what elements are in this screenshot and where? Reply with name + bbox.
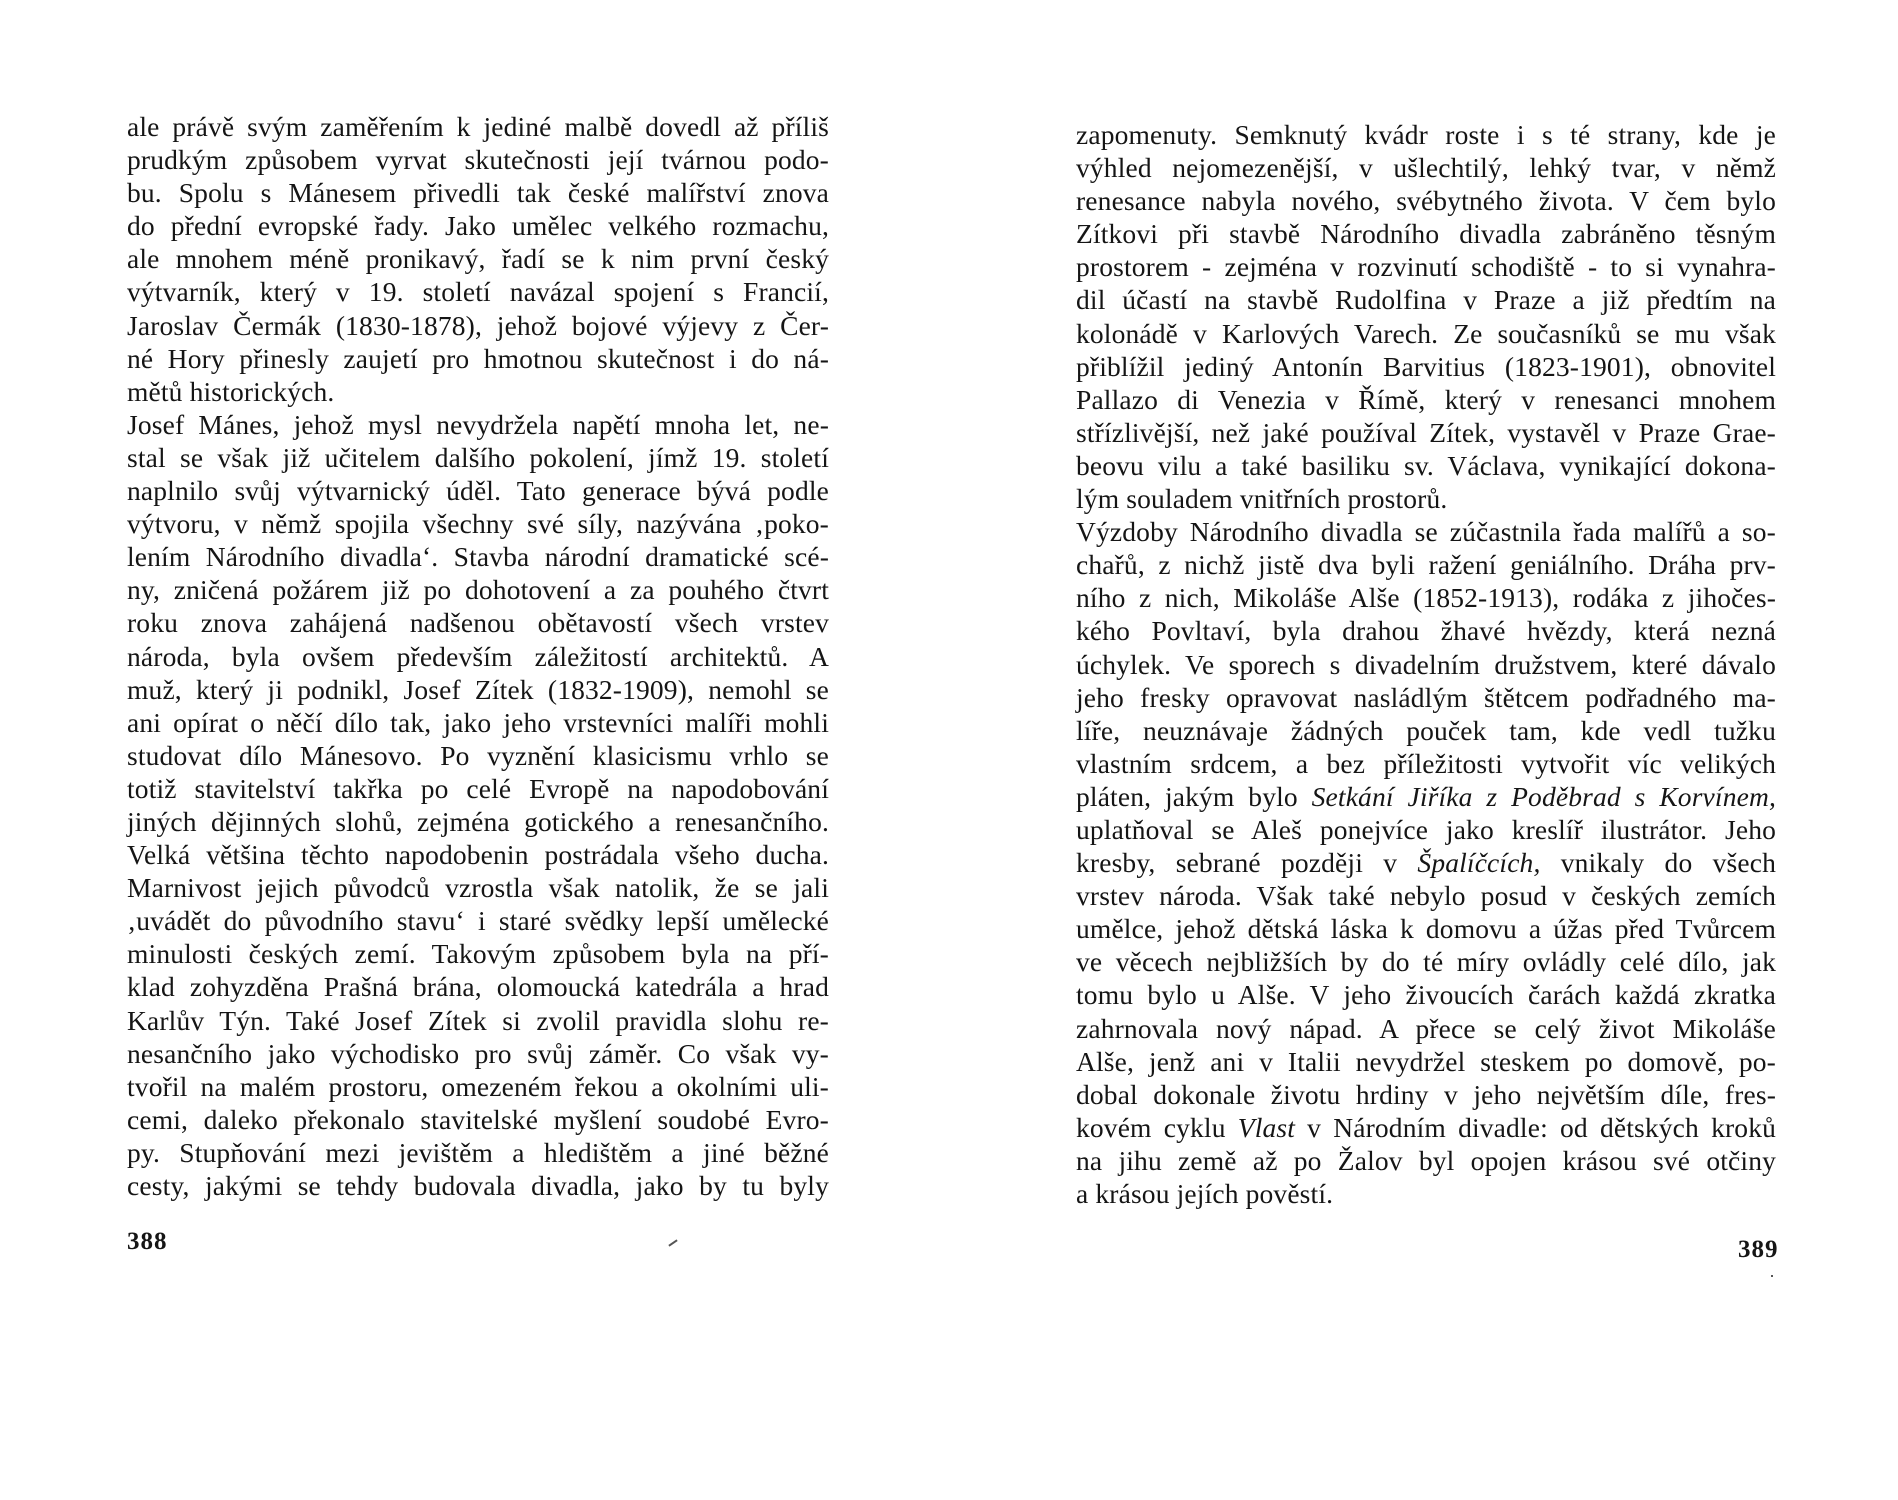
text-run: kresby, sebrané později v xyxy=(1076,847,1418,879)
text-line: totiž stavitelství takřka po celé Evropě na napodobování xyxy=(127,772,829,804)
italic-title: Vlast xyxy=(1237,1111,1296,1143)
text-line: ního z nich, Mikoláše Alše (1852-1913), rodáka z jihočes- xyxy=(1076,582,1776,614)
text-line: kého Povltaví, byla drahou žhavé hvězdy, která nezná xyxy=(1076,615,1776,647)
text-line: cesty, jakými se tehdy budovala divadla, jako by tu byly xyxy=(127,1170,829,1201)
text-line: Velká většina těchto napodobenin postrádala všeho ducha. xyxy=(127,839,829,871)
text-line: střízlivější, než jaké používal Zítek, vystavěl v Praze Grae- xyxy=(1076,416,1776,448)
text-line: lým souladem vnitřních prostorů. xyxy=(1076,483,1448,515)
text-line: výtvarník, který v 19. století navázal spojení s Francií, xyxy=(127,276,829,308)
text-line: Josef Mánes, jehož mysl nevydržela napětí mnoha let, ne- xyxy=(127,408,829,440)
text-line: jiných dějinných slohů, zejména gotického a renesančního. xyxy=(127,805,829,837)
text-line: Zítkovi při stavbě Národního divadla zabráněno těsným xyxy=(1076,218,1776,250)
text-line: ale právě svým zaměřením k jediné malbě dovedl až příliš xyxy=(127,111,829,142)
text-line: národa, byla ovšem především záležitostí architektů. A xyxy=(127,640,829,672)
text-line: stal se však již učitelem dalšího pokolení, jímž 19. století xyxy=(127,441,829,473)
text-line: Výzdoby Národního divadla se zúčastnila řada malířů a so- xyxy=(1076,516,1776,548)
text-line: roku znova zahájená nadšenou obětavostí všech vrstev xyxy=(127,607,829,639)
text-line: Alše, jenž ani v Italii nevydržel steskem po domově, po- xyxy=(1076,1045,1776,1077)
text-line: ‚uvádět do původního stavu‘ i staré svědky lepší umělecké xyxy=(127,905,829,937)
text-line: beovu vilu a také basiliku sv. Václava, vynikající dokona- xyxy=(1076,449,1776,481)
text-line: dil účastí na stavbě Rudolfina v Praze a již předtím na xyxy=(1076,284,1776,316)
right-page xyxy=(949,0,1898,1500)
text-line: ve věcech nejbližších by do té míry ovládly celé dílo, jak xyxy=(1076,946,1776,978)
right-page-text xyxy=(1076,118,1776,1210)
text-line: py. Stupňování mezi jevištěm a hledištěm a jiné běžné xyxy=(127,1136,829,1168)
text-line: naplnilo svůj výtvarnický úděl. Tato generace bývá podle xyxy=(127,475,829,507)
text-line: umělce, jehož dětská láska k domovu a úžas před Tvůrcem xyxy=(1076,913,1776,945)
text-line: tomu bylo u Alše. V jeho živoucích čarách každá zkratka xyxy=(1076,979,1776,1011)
text-run: pláten, jakým bylo xyxy=(1076,780,1312,812)
italic-title: Setkání Jiříka z Poděbrad s Korvínem, xyxy=(1311,780,1776,812)
text-line: zapomenuty. Semknutý kvádr roste i s té strany, kde je xyxy=(1076,119,1776,150)
text-line: tvořil na malém prostoru, omezeném řekou a okolními uli- xyxy=(127,1070,829,1102)
text-line: mětů historických. xyxy=(127,375,335,407)
text-line: Karlův Týn. Také Josef Zítek si zvolil pravidla slohu re- xyxy=(127,1004,829,1036)
page-number: 389 xyxy=(1738,1236,1779,1263)
text-line: zahrnovala nový nápad. A přece se celý život Mikoláše xyxy=(1076,1012,1776,1044)
page-number: 388 xyxy=(127,1228,168,1255)
text-line: a krásou jejích pověstí. xyxy=(1076,1178,1334,1209)
text-line: uplatňoval se Aleš ponejvíce jako kreslíř ilustrátor. Jeho xyxy=(1076,813,1776,845)
text-line: muž, který ji podnikl, Josef Zítek (1832-1909), nemohl se xyxy=(127,673,829,705)
text-line: Marnivost jejich původců vzrostla však natolik, že se jali xyxy=(127,872,829,904)
text-line-mixed xyxy=(1076,846,1776,879)
text-line: bu. Spolu s Mánesem přivedli tak české malířství znova xyxy=(127,177,829,209)
text-line: nesančního jako východisko pro svůj záměr. Co však vy- xyxy=(127,1037,829,1069)
text-line: klad zohyzděna Prašná brána, olomoucká katedrála a hrad xyxy=(127,971,829,1003)
text-line-mixed xyxy=(1076,780,1776,813)
text-line: Pallazo di Venezia v Římě, který v renesanci mnohem xyxy=(1076,383,1776,415)
left-page-text xyxy=(127,110,829,1202)
text-line: Jaroslav Čermák (1830-1878), jehož bojové výjevy z Čer- xyxy=(127,309,829,341)
text-line: dobal dokonale životu hrdiny v jeho největším díle, fres- xyxy=(1076,1078,1776,1110)
text-line: ani opírat o něčí dílo tak, jako jeho vrstevníci malíři mohli xyxy=(127,706,829,738)
text-line: lením Národního divadla‘. Stavba národní dramatické scé- xyxy=(127,541,829,573)
text-line: přiblížil jediný Antonín Barvitius (1823-1901), obnovitel xyxy=(1076,350,1776,382)
text-line-mixed xyxy=(1076,1111,1776,1144)
text-line: prostorem - zejména v rozvinutí schodiště - to si vynahra- xyxy=(1076,251,1776,283)
text-line: prudkým způsobem vyrvat skutečnosti její tvárnou podo- xyxy=(127,144,829,176)
print-speck xyxy=(1771,1275,1773,1277)
text-run: vnikaly do všech xyxy=(1540,847,1776,879)
text-line: kolonádě v Karlových Varech. Ze současníků se mu však xyxy=(1076,317,1776,349)
text-line: chařů, z nichž jistě dva byli ražení geniálního. Dráha prv- xyxy=(1076,549,1776,581)
text-line: vlastním srdcem, a bez příležitosti vytvořit víc velikých xyxy=(1076,747,1776,779)
text-line: líře, neuznávaje žádných pouček tam, kde vedl tužku xyxy=(1076,714,1776,746)
text-line: úchylek. Ve sporech s divadelním družstvem, které dávalo xyxy=(1076,648,1776,680)
text-line: výhled nejomezenější, v ušlechtilý, lehký tvar, v němž xyxy=(1076,152,1776,184)
text-line: do přední evropské řady. Jako umělec velkého rozmachu, xyxy=(127,210,829,242)
text-line: né Hory přinesly zaujetí pro hmotnou skutečnost i do ná- xyxy=(127,342,829,374)
text-line: jeho fresky opravovat nasládlým štětcem podřadného ma- xyxy=(1076,681,1776,713)
text-line: cemi, daleko překonalo stavitelské myšlení soudobé Evro- xyxy=(127,1103,829,1135)
text-run: v Národním divadle: od dětských kroků xyxy=(1295,1111,1776,1143)
text-line: minulosti českých zemí. Takovým způsobem byla na pří- xyxy=(127,938,829,970)
text-line: studovat dílo Mánesovo. Po vyznění klasicismu vrhlo se xyxy=(127,739,829,771)
text-line: výtvoru, v němž spojila všechny své síly, nazývána ‚poko- xyxy=(127,508,829,540)
text-line: vrstev národa. Však také nebylo posud v českých zemích xyxy=(1076,880,1776,912)
print-speck xyxy=(668,1239,677,1246)
text-line: ale mnohem méně pronikavý, řadí se k nim první český xyxy=(127,243,829,275)
text-line: ny, zničená požárem již po dohotovení a za pouhého čtvrt xyxy=(127,574,829,606)
italic-title: Špalíčcích, xyxy=(1417,847,1541,879)
text-line: na jihu země až po Žalov byl opojen krásou své otčiny xyxy=(1076,1144,1776,1176)
text-line: renesance nabyla nového, svébytného života. V čem bylo xyxy=(1076,185,1776,217)
text-run: kovém cyklu xyxy=(1076,1111,1238,1143)
